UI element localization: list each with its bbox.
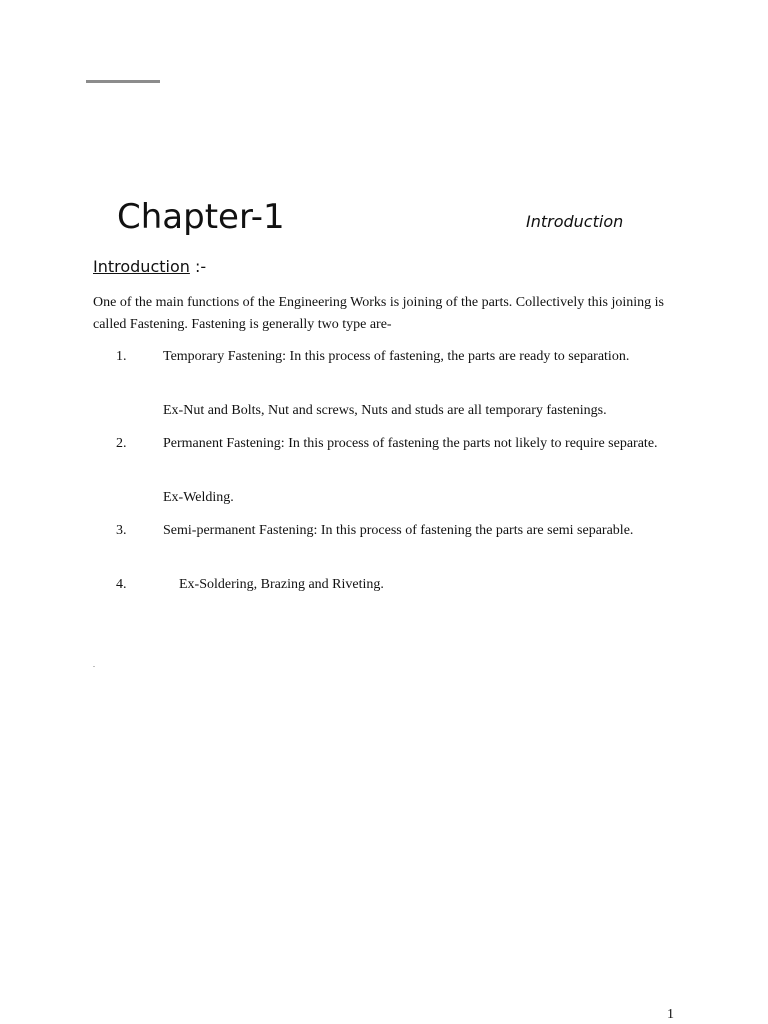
list-text: Temporary Fastening: In this process of fastening, the parts are ready to separation. [163,349,630,364]
list-example: Ex-Welding. [163,490,234,505]
section-heading-text: Introduction [93,257,190,276]
section-heading-suffix: :- [189,257,207,276]
list-text: Ex-Soldering, Brazing and Riveting. [179,577,384,592]
list-text: Semi-permanent Fastening: In this process of fastening the parts are semi separable. [163,523,634,538]
list-number: 2. [116,436,127,451]
list-example: Ex-Nut and Bolts, Nut and screws, Nuts and studs are all temporary fastenings. [163,403,607,418]
list-number: 3. [116,523,127,538]
page-number: 1 [667,1007,674,1022]
list-number: 1. [116,349,127,364]
intro-paragraph: One of the main functions of the Engineering Works is joining of the parts. Collectively this joining is called Fastening. Fastening is generally two type are- [93,295,664,332]
list-number: 4. [116,577,127,592]
list-text: Permanent Fastening: In this process of fastening the parts not likely to require separate. [163,436,658,451]
header-rule [86,80,160,83]
chapter-title: Chapter-1 [117,197,285,237]
section-heading [93,255,206,279]
stray-mark: . [93,660,95,669]
chapter-subtitle: Introduction [526,212,624,231]
